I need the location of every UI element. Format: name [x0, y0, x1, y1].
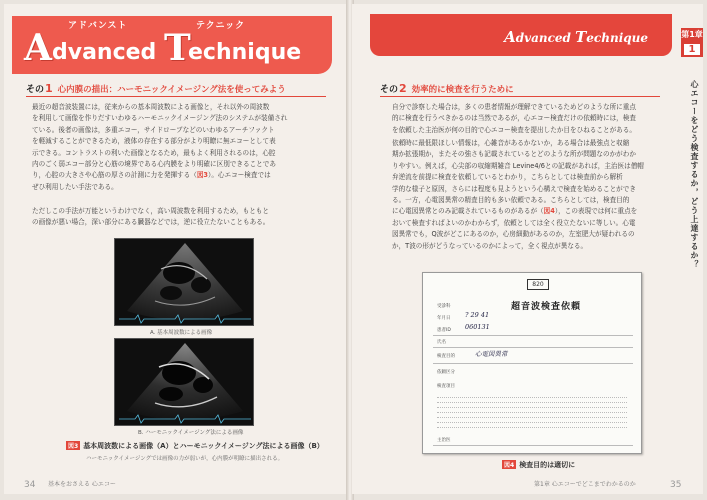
footer-right: 第1章 心エコーでどこまでわかるのか — [534, 481, 636, 488]
advanced-technique-banner-right — [370, 14, 672, 56]
form-label-items: 検査項目 — [437, 384, 455, 389]
form-hand-purpose: 心電図異常 — [475, 350, 508, 358]
section-heading-2 — [380, 82, 514, 95]
page-number-left: 34 — [24, 480, 36, 490]
footer-left: 基本をおさえる 心エコー — [48, 481, 116, 488]
chapter-tab[interactable] — [681, 28, 703, 57]
ultrasound-fan-b — [115, 339, 255, 427]
form-title: 超音波検査依頼 — [511, 302, 582, 312]
form-hand-id: 060131 — [465, 323, 490, 331]
ultrasound-fan-a — [115, 239, 255, 327]
form-label-date: 年月日 — [437, 316, 451, 321]
banner-ruby-left: アドバンスト — [68, 21, 128, 31]
section-underline-2 — [380, 96, 660, 97]
advanced-technique-banner — [12, 16, 332, 74]
image-b-caption: B. ハーモニックイメージング法による画像 — [138, 430, 244, 436]
form-label-id: 患者ID — [437, 328, 451, 333]
section-title: 心内膜の描出：ハーモニックイメージング法を使ってみよう — [57, 84, 286, 95]
form-hand-date: ? 29 41 — [465, 311, 490, 319]
ultrasound-request-form — [422, 272, 642, 454]
section-sono-2: その2 — [380, 82, 407, 95]
section-underline — [26, 96, 326, 97]
image-a-caption: A. 基本周波数による画像 — [150, 330, 213, 336]
paragraph-right-2: 依頼時に最低限ほしい情報は，心雑音があるかないか，ある場合は最強点と収縮 期か拡張期か，またその強さも記載されているとどのような所が問題なのかがわか りやすい。例えば，心尖部の収縮期雑音 Levine4/6との記載があれば，主治医は僧帽 弁逆流を前提に検査を依頼しているとわかり，こちらとしては検査前から解析 学的な様子と原因，さらには程度も見ようという心構えで検査を始めることができ る。一方，心電図異常の精査目的も多い依頼である。こちらとしては，検査目的 に心電図異常とのみ記載されているものがあるが（図4），この表現では何に重点を おいて検査すればよいのかわからず，依頼としては全く役立たないに等しい。心電 図異常でも，Q波がどこにあるのか，心房細動があるのか，左室肥大が疑われるの か，T波の形がどうなっているのかによって，全く視点が異なる。 — [392, 139, 644, 250]
paragraph-right-1: 自分で診察した場合は，多くの患者情報が理解できているためどのような所に重点 的に検査を行うべきかるのは当然であるが，心エコー検査だけの依頼時には，検査 を依頼した主治医が何の目的で心エコー検査を提出したか目をひねることがある。 — [392, 103, 636, 134]
paragraph-2: ただしこの手法が万能というわけでなく，高い周波数を利用するため，もともと の画像が悪い場合，深い部分にある臓器などでは，逆に役立たないこともある。 — [32, 207, 270, 227]
banner-word-technique: echnique — [188, 40, 302, 65]
section-sono: その1 — [26, 82, 53, 95]
page-number-right: 35 — [670, 480, 682, 490]
form-label-doctor: 主治医 — [437, 438, 451, 443]
form-label-name: 氏名 — [437, 340, 446, 345]
paragraph-1: 最近の超音波装置には，従来からの基本周波数による画像と，それ以外の周波数 を利用して画像を作りだすいわゆるハーモニックイメージング法のシステムが装備され ている。後者の画像は，多重エコー，サイドローブなどのいわゆるアーチファクト を軽減することができるため，液体の存在する部分がより明瞭に無エコーとして表 示できる。コントラストの利いた画像となるため，最もよく利用されるのは，心腔 内のごく弱エコー部分と心筋の境界である心内膜をより明確に区別できることであ り，心腔の大きさや心筋の厚さの計測に力を発揮する（図3）。心エコー検査では ぜひ利用したい手法である。 — [32, 103, 288, 191]
banner-word-advanced: dvanced — [52, 40, 157, 65]
fig3-subcaption: ハーモニックイメージングでは画像の力が弱いが，心内膜が明瞭に描出される。 — [86, 456, 284, 462]
form-number-box: 820 — [527, 279, 549, 290]
form-label-purpose: 検査目的 — [437, 354, 455, 359]
form-label-type: 依頼区分 — [437, 370, 455, 375]
fig4-caption: 図4 検査目的は適切に — [504, 461, 576, 469]
ultrasound-image-b — [114, 338, 254, 426]
banner-right-text: Advanced Technique — [504, 28, 648, 46]
section-heading-1 — [26, 82, 286, 95]
fig3-reference[interactable]: 図3 — [196, 171, 209, 180]
right-page — [352, 4, 703, 494]
chapter-label: 第1章 — [681, 30, 703, 39]
ultrasound-image-a — [114, 238, 254, 326]
fig4-label: 図4 — [504, 462, 515, 469]
chapter-number: 1 — [684, 44, 700, 55]
fig3-label: 図3 — [68, 443, 79, 450]
chapter-vertical-title: 心エコーをどう検査するか，どう上達するか？ — [690, 80, 699, 269]
form-rule — [433, 445, 633, 446]
banner-ruby-right: テクニック — [196, 21, 246, 31]
form-rule — [433, 363, 633, 364]
form-label-dept: 受診科 — [437, 304, 451, 309]
left-page — [4, 4, 348, 494]
fig3-caption: 図3 基本周波数による画像（A）とハーモニックイメージング法による画像（B） — [68, 442, 324, 450]
form-rule — [433, 335, 633, 336]
banner-cap-t: T — [164, 27, 191, 69]
banner-cap-a: A — [24, 27, 52, 69]
form-rule — [433, 347, 633, 348]
section-title-2: 効率的に検査を行うために — [411, 84, 514, 95]
form-checklist — [437, 393, 627, 428]
fig4-reference[interactable]: 図4 — [543, 207, 555, 216]
